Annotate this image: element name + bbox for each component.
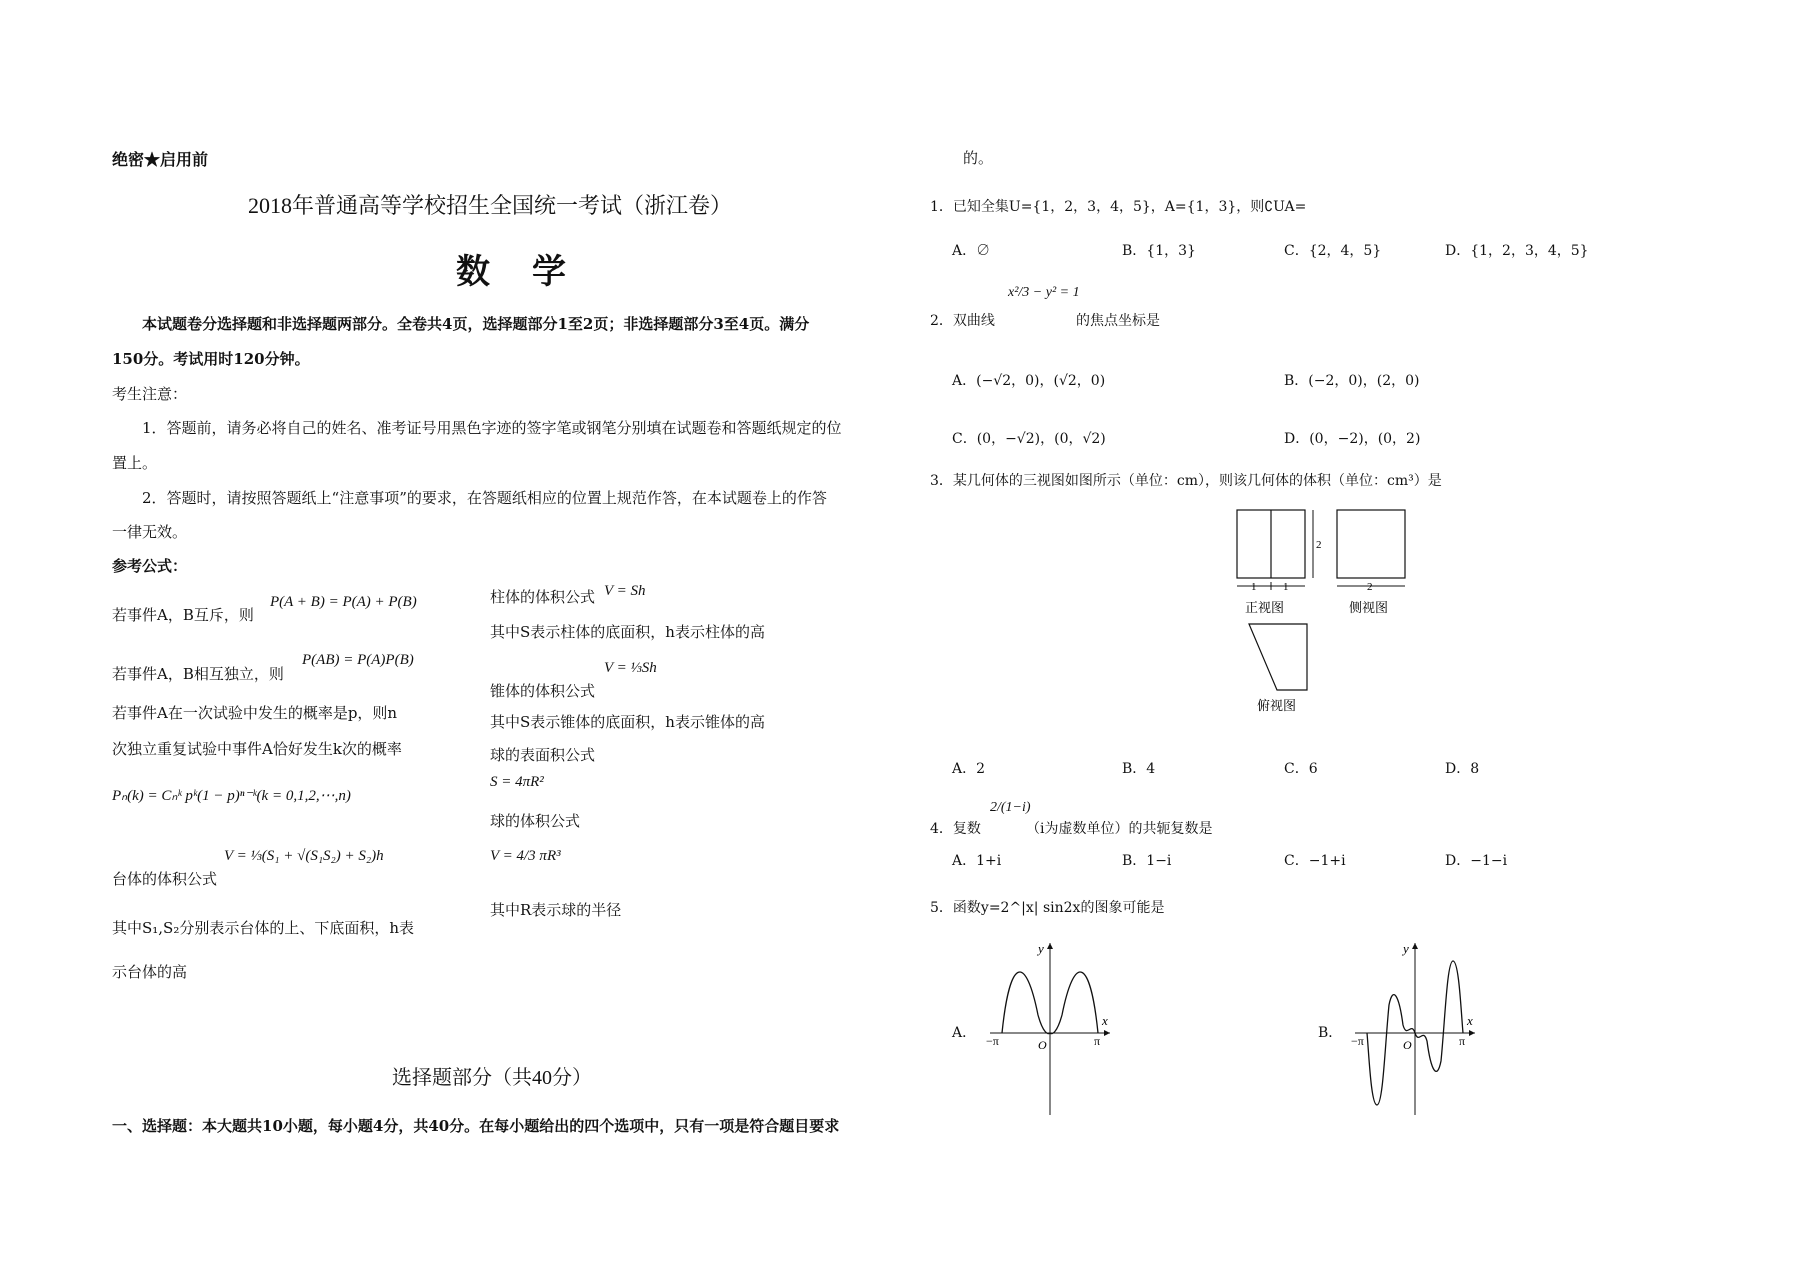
q3-option-b: B．4 xyxy=(1122,761,1156,777)
formula-binomial: Pₙ(k) = Cₙᵏ pᵏ(1 − p)ⁿ⁻ᵏ(k = 0,1,2,⋯,n) xyxy=(112,788,351,804)
formula-prism-text: 柱体的体积公式 xyxy=(490,588,596,606)
neg-pi-label-b: −π xyxy=(1351,1034,1364,1048)
q4-option-b: B．1−i xyxy=(1122,853,1172,869)
q1-option-b: B．{1，3} xyxy=(1122,243,1196,259)
x-axis-label-b: x xyxy=(1467,1013,1473,1028)
q5-graph-a xyxy=(980,935,1120,1120)
q4-option-a: A．1+i xyxy=(952,853,1002,869)
question-4-fraction: 2/(1−i) xyxy=(990,800,1031,815)
secret-label: 绝密★启用前 xyxy=(112,150,209,169)
q4-option-c: C．−1+i xyxy=(1284,853,1346,869)
formula-sphere-volume: V = 4/3 πR³ xyxy=(490,848,561,864)
section-title: 选择题部分（共40分） xyxy=(392,1067,592,1089)
formula-sphere-volume-text: 球的体积公式 xyxy=(490,812,581,830)
q5-option-b: B． xyxy=(1318,1025,1343,1041)
question-2-equation: x²/3 − y² = 1 xyxy=(1008,285,1080,300)
origin-label-a: O xyxy=(1038,1038,1047,1052)
question-2-stem: 2．双曲线 xyxy=(930,313,995,329)
pi-label-b: π xyxy=(1459,1034,1466,1048)
question-4-stem-post: （i为虚数单位）的共轭复数是 xyxy=(1026,821,1213,837)
question-5-stem: 5．函数y=2^|x| sin2x的图象可能是 xyxy=(930,900,1165,916)
notice-heading: 考生注意： xyxy=(112,385,188,403)
q1-option-d: D．{1，2，3，4，5} xyxy=(1445,243,1589,259)
q3-option-d: D．8 xyxy=(1445,761,1480,777)
three-view-figure xyxy=(1225,500,1425,720)
formula-frustum: V = ⅓(S₁ + √(S₁S₂) + S₂)h xyxy=(224,848,384,864)
question-3-stem: 3．某几何体的三视图如图所示（单位：cm），则该几何体的体积（单位：cm³）是 xyxy=(930,473,1442,489)
side-width-label: 2 xyxy=(1367,581,1373,593)
top-view-shape xyxy=(1249,624,1307,690)
notice-item-2: 2．答题时，请按照答题纸上“注意事项”的要求，在答题纸相应的位置上规范作答，在本试题卷上的作答 xyxy=(142,489,827,507)
question-1-stem: 1．已知全集U={1，2，3，4，5}，A={1，3}，则∁UA= xyxy=(930,199,1307,215)
formula-exclusive: P(A + B) = P(A) + P(B) xyxy=(270,594,417,610)
y-axis-label-b: y xyxy=(1403,941,1409,956)
q3-option-c: C．6 xyxy=(1284,761,1318,777)
formula-sphere-area: S = 4πR² xyxy=(490,774,544,790)
side-view-rect xyxy=(1337,510,1405,578)
formula-binomial-text-cont: 次独立重复试验中事件A恰好发生k次的概率 xyxy=(112,740,402,758)
intro-text-cont: 150分。考试用时120分钟。 xyxy=(112,350,310,368)
formula-frustum-text: 台体的体积公式 xyxy=(112,870,218,888)
formula-sphere-area-text: 球的表面积公式 xyxy=(490,746,596,764)
pi-label-a: π xyxy=(1094,1034,1101,1048)
notice-item-1: 1．答题前，请务必将自己的姓名、准考证号用黑色字迹的签字笔或钢笔分别填在试题卷和答题纸规定的位 xyxy=(142,419,842,437)
x-axis-label-a: x xyxy=(1102,1013,1108,1028)
q2-option-b: B．(−2，0)，(2，0) xyxy=(1284,373,1420,389)
formula-prism: V = Sh xyxy=(604,583,646,599)
top-view-label: 俯视图 xyxy=(1257,699,1297,714)
q1-option-a: A．∅ xyxy=(952,243,991,259)
formula-exclusive-text: 若事件A，B互斥，则 xyxy=(112,606,254,624)
front-view-label: 正视图 xyxy=(1245,601,1285,616)
formula-binomial-text: 若事件A在一次试验中发生的概率是p，则n xyxy=(112,704,398,722)
q2-option-a: A．(−√2，0)，(√2，0) xyxy=(952,373,1106,389)
question-2-stem-post: 的焦点坐标是 xyxy=(1076,313,1160,329)
formula-sphere-note: 其中R表示球的半径 xyxy=(490,901,622,919)
front-width-left: 1 xyxy=(1251,581,1257,593)
q1-option-c: C．{2，4，5} xyxy=(1284,243,1382,259)
formula-cone-note: 其中S表示锥体的底面积，h表示锥体的高 xyxy=(490,713,765,731)
formula-independent-text: 若事件A，B相互独立，则 xyxy=(112,665,284,683)
front-height-label: 2 xyxy=(1316,539,1322,551)
intro-text: 本试题卷分选择题和非选择题两部分。全卷共4页，选择题部分1至2页；非选择题部分3至4页。满分 xyxy=(142,315,810,333)
q2-option-c: C．(0，−√2)，(0，√2) xyxy=(952,431,1106,447)
formula-prism-note: 其中S表示柱体的底面积，h表示柱体的高 xyxy=(490,623,765,641)
front-width-right: 1 xyxy=(1283,581,1289,593)
side-view-label: 侧视图 xyxy=(1349,601,1389,616)
q4-option-d: D．−1−i xyxy=(1445,853,1508,869)
formula-frustum-note-cont: 示台体的高 xyxy=(112,963,188,981)
q5-option-a: A． xyxy=(952,1025,977,1041)
y-axis-label-a: y xyxy=(1038,941,1044,956)
subject-title: 数 学 xyxy=(456,252,570,292)
section-instruction-cont: 的。 xyxy=(963,149,994,167)
notice-item-2-cont: 一律无效。 xyxy=(112,523,188,541)
formula-heading: 参考公式： xyxy=(112,557,188,575)
formula-independent: P(AB) = P(A)P(B) xyxy=(302,652,414,668)
neg-pi-label-a: −π xyxy=(986,1034,999,1048)
formula-frustum-note: 其中S₁,S₂分别表示台体的上、下底面积，h表 xyxy=(112,919,415,937)
notice-item-1-cont: 置上。 xyxy=(112,454,158,472)
section-instruction: 一、选择题：本大题共10小题，每小题4分，共40分。在每小题给出的四个选项中，只有一项是符合题目要求 xyxy=(112,1117,840,1135)
q3-option-a: A．2 xyxy=(952,761,986,777)
exam-title: 2018年普通高等学校招生全国统一考试（浙江卷） xyxy=(248,193,733,218)
question-4-stem: 4．复数 xyxy=(930,821,981,837)
q5-graph-b xyxy=(1345,935,1485,1120)
formula-cone: V = ⅓Sh xyxy=(604,660,657,676)
q2-option-d: D．(0，−2)，(0，2) xyxy=(1284,431,1421,447)
formula-cone-text: 锥体的体积公式 xyxy=(490,682,596,700)
origin-label-b: O xyxy=(1403,1038,1412,1052)
